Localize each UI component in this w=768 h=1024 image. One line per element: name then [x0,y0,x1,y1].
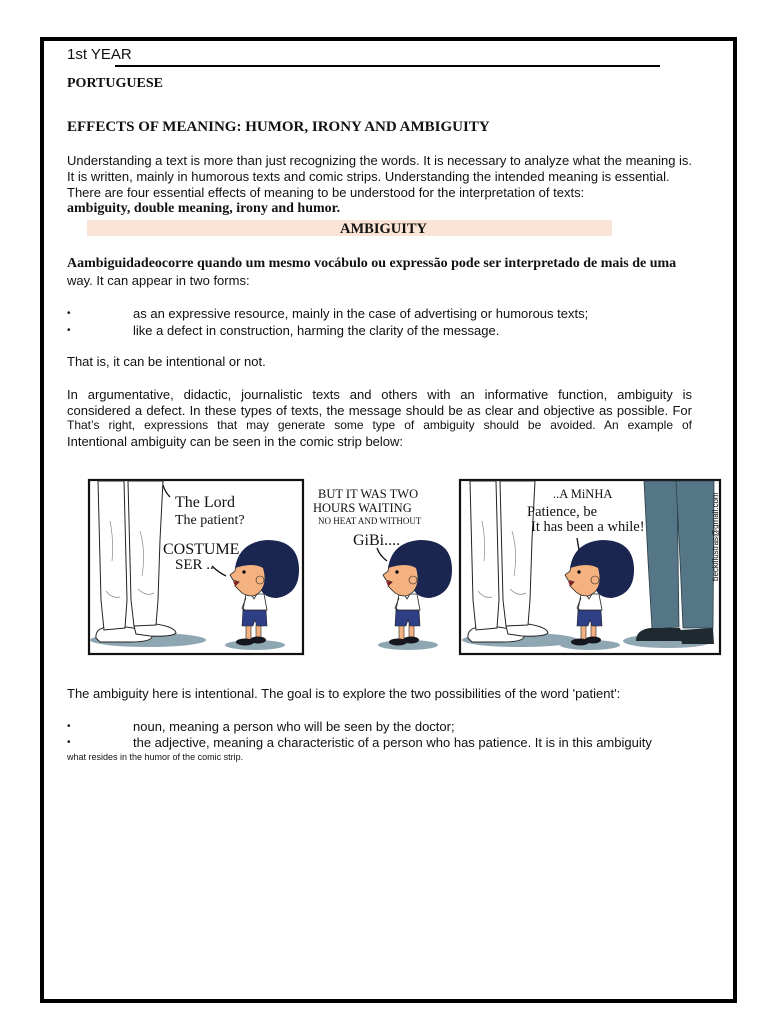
list-item [67,735,707,751]
comic-panel-2 [313,487,452,650]
definition-paragraph [67,255,676,289]
comic-panel-1 [89,480,303,654]
speech-text: NO HEAT AND WITHOUT [318,516,422,526]
speech-text: The Lord [175,494,235,511]
explanation-intro: The ambiguity here is intentional. The goal is to explore the two possibilities of the word 'patient': [67,686,621,701]
speech-text: ..A MiNHA [553,487,613,501]
intro-line: Understanding a text is more than just recognizing the words. It is necessary to analyze what the meaning is. [67,153,693,168]
list-item [67,306,707,323]
explanation-continuation: what resides in the humor of the comic strip. [67,752,244,762]
comic-strip [80,470,730,665]
definition-continuation: way. It can appear in two forms: [67,273,250,288]
speech-text: GiBi.... [353,532,401,549]
class-year: 1st YEAR [67,46,132,63]
argument-line: Intentional ambiguity can be seen in the comic strip below: [67,433,404,449]
argument-paragraph [67,387,692,449]
list-item-text: the adjective, meaning a characteristic of a person who has patience. It is in this ambiguity [133,735,652,750]
list-item [67,323,707,340]
intro-line: There are four essential effects of meaning to be understood for the interpretation of texts: [67,185,585,200]
bullet-icon: • [67,308,71,319]
boy-character [378,540,452,650]
speech-text: It has been a while! [531,519,645,535]
definition-bold: Aambiguidadeocorre quando um mesmo vocábulo ou expressão pode ser interpretado de mais de uma [67,256,677,271]
list-item [67,719,707,735]
list-item-text: noun, meaning a person who will be seen by the doctor; [133,719,455,734]
argument-line: That’s right, expressions that may generate some type of ambiguity should be avoided. An example of [67,418,692,432]
list-item-text: like a defect in construction, harming the clarity of the message. [133,323,500,338]
speech-text: The patient? [175,513,245,528]
bullet-icon: • [67,721,71,732]
speech-text: SER .. [175,557,214,573]
speech-text: BUT IT WAS TWO [318,487,419,501]
forms-list [67,306,707,340]
intro-bold-line: ambiguity, double meaning, irony and humor. [67,201,341,216]
argument-line: In argumentative, didactic, journalistic texts and others with an informative function, ambiguity is [67,387,692,402]
intro-line: It is written, mainly in humorous texts and comic strips. Understanding the intended meaning is essential. [67,169,670,184]
page-title: EFFECTS OF MEANING: HUMOR, IRONY AND AMBIGUITY [67,119,490,135]
speech-text: COSTUME [163,541,240,558]
name-line [115,65,660,67]
subject-label: PORTUGUESE [67,76,163,91]
section-heading: AMBIGUITY [339,221,427,237]
summary-text: That is, it can be intentional or not. [67,354,266,369]
argument-line: considered a defect. In these types of texts, the message should be as clear and objective as possible. For [67,402,692,418]
meanings-list [67,719,707,751]
artist-credit: beckillustras@gmail.com [711,492,720,581]
bullet-icon: • [67,737,71,748]
comic-panel-3 [460,480,720,654]
bullet-icon: • [67,325,71,336]
list-item-text: as an expressive resource, mainly in the case of advertising or humorous texts; [133,306,589,321]
speech-text: HOURS WAITING [313,501,412,515]
intro-paragraph [67,153,692,217]
speech-text: Patience, be [527,504,598,520]
